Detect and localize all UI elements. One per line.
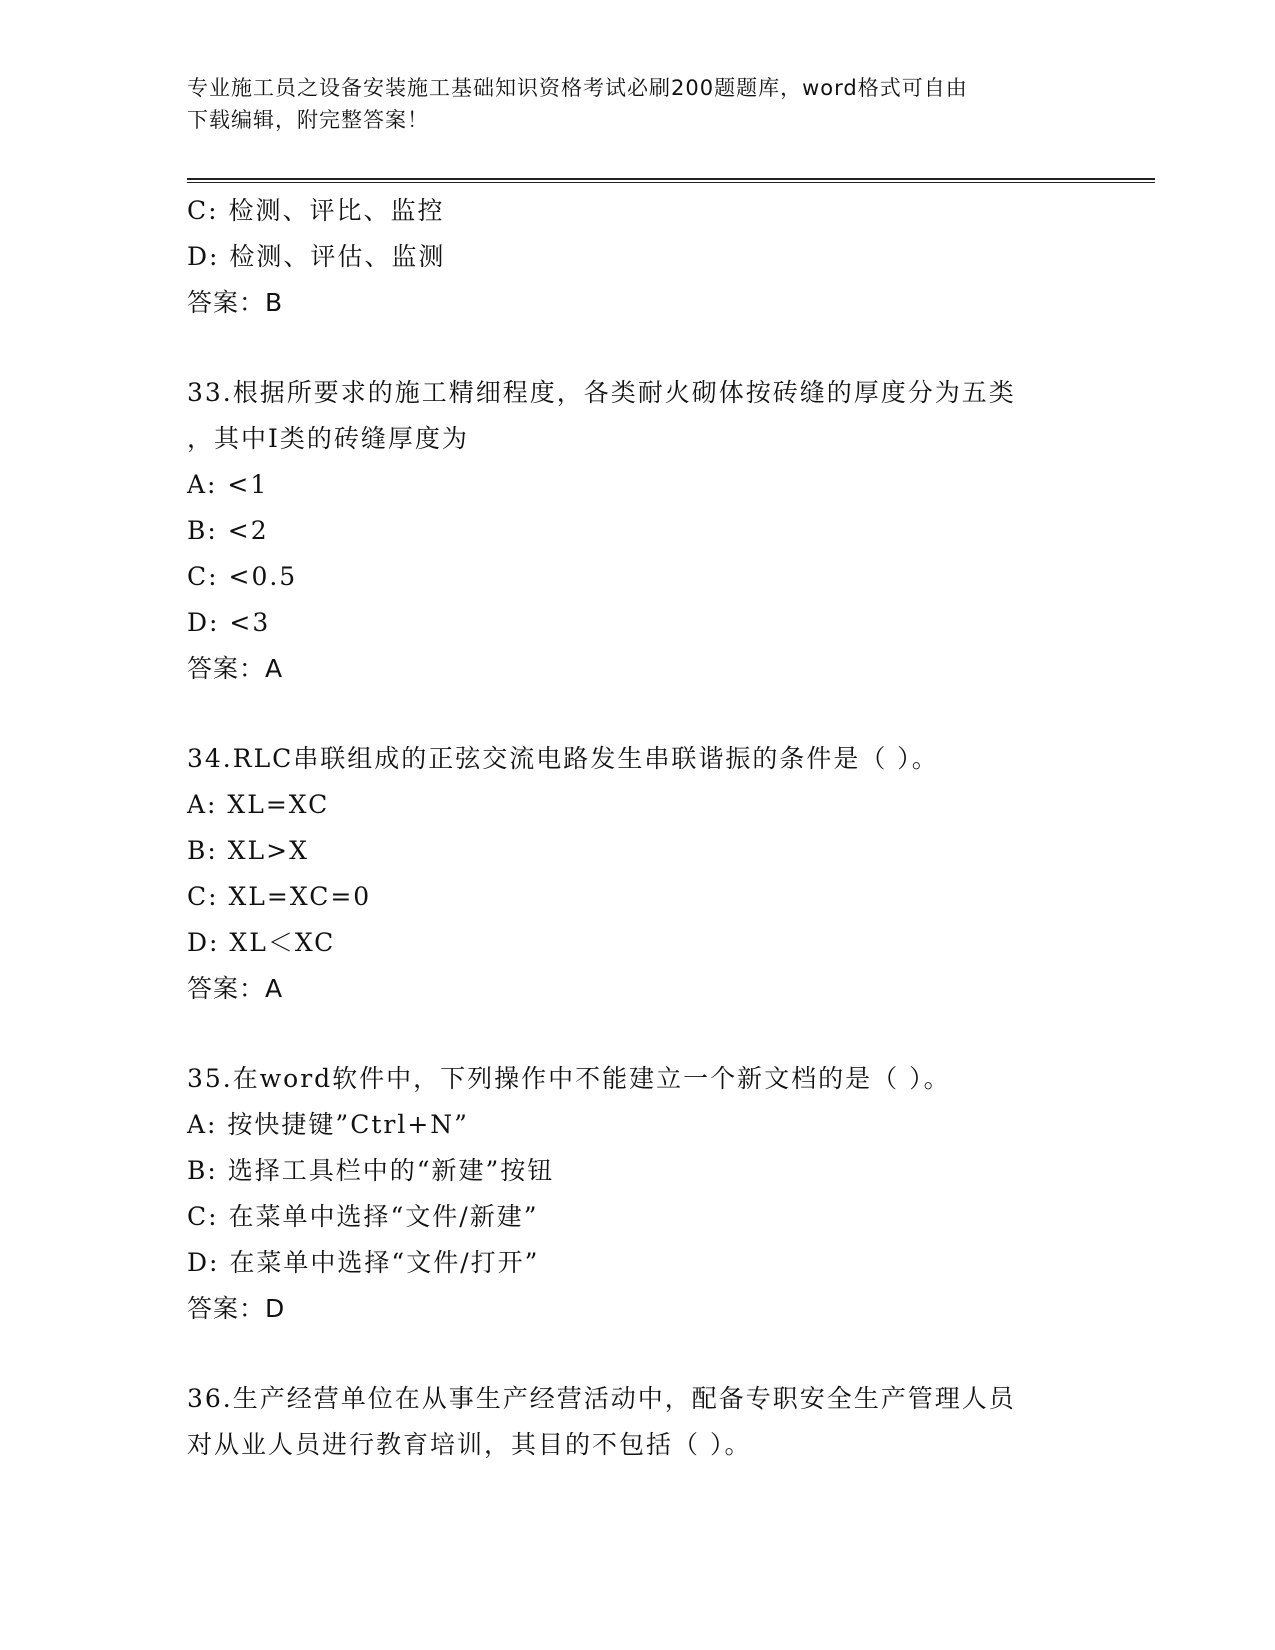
option-c: C: XL=XC=0	[187, 882, 372, 911]
question-text: ，其中Ⅰ类的砖缝厚度为	[187, 424, 469, 453]
spacer	[187, 692, 1147, 736]
option-a: A: <1	[187, 470, 269, 499]
question-35	[187, 1056, 1147, 1332]
spacer	[187, 326, 1147, 370]
question-32-continued	[187, 188, 1147, 326]
question-text: 34.RLC串联组成的正弦交流电路发生串联谐振的条件是（ ）。	[187, 744, 939, 773]
answer-line: 答案：A	[187, 654, 284, 683]
option-b: B: <2	[187, 516, 269, 545]
option-a: A: XL=XC	[187, 790, 330, 819]
question-text: 33.根据所要求的施工精细程度，各类耐火砌体按砖缝的厚度分为五类	[187, 378, 1016, 407]
option-d: D: <3	[187, 608, 271, 637]
option-d: D: 检测、评估、监测	[187, 242, 446, 271]
document-body	[187, 188, 1147, 1468]
option-a: A: 按快捷键”Ctrl+N”	[187, 1110, 469, 1139]
answer-line: 答案：D	[187, 1294, 286, 1323]
option-c: C: <0.5	[187, 562, 298, 591]
spacer	[187, 1012, 1147, 1056]
header-divider	[187, 178, 1155, 183]
question-36	[187, 1376, 1147, 1468]
option-c: C: 检测、评比、监控	[187, 196, 445, 225]
question-33	[187, 370, 1147, 692]
document-header	[187, 72, 1087, 136]
option-b: B: 选择工具栏中的“新建”按钮	[187, 1156, 555, 1185]
question-text: 对从业人员进行教育培训，其目的不包括（ ）。	[187, 1430, 752, 1459]
option-c: C: 在菜单中选择“文件/新建”	[187, 1202, 539, 1231]
option-d: D: 在菜单中选择“文件/打开”	[187, 1248, 540, 1277]
question-text: 36.生产经营单位在从事生产经营活动中，配备专职安全生产管理人员	[187, 1384, 1016, 1413]
question-text: 35.在word软件中，下列操作中不能建立一个新文档的是（ ）。	[187, 1064, 951, 1093]
header-line-2: 下载编辑，附完整答案！	[187, 108, 429, 132]
spacer	[187, 1332, 1147, 1376]
question-34	[187, 736, 1147, 1012]
answer-line: 答案：A	[187, 974, 284, 1003]
header-line-1: 专业施工员之设备安装施工基础知识资格考试必刷200题题库，word格式可自由	[187, 76, 968, 100]
option-d: D: XL＜XC	[187, 928, 336, 957]
option-b: B: XL>X	[187, 836, 309, 865]
answer-line: 答案：B	[187, 288, 284, 317]
